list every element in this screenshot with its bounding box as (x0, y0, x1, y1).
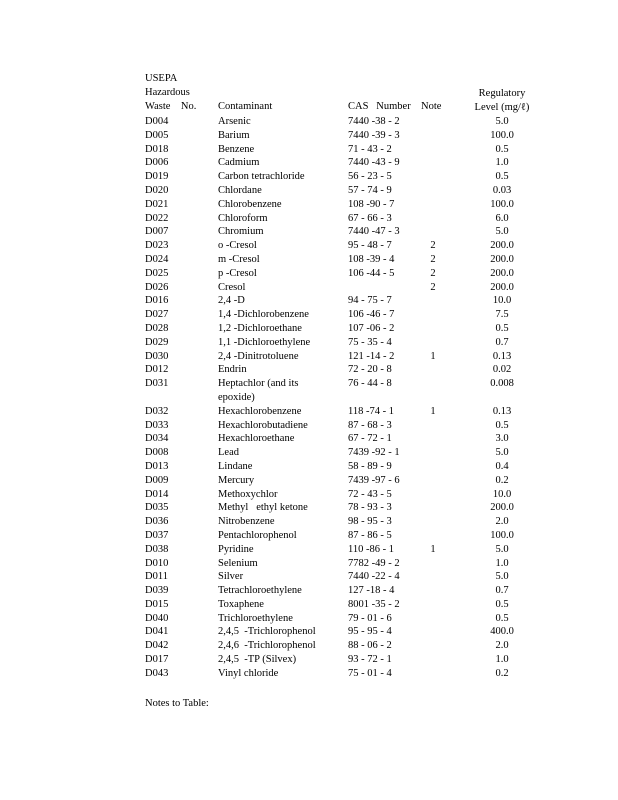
table-row (0, 515, 618, 529)
contaminant-table (0, 115, 618, 681)
regulatory-level-cell: 200.0 (490, 240, 514, 252)
waste-number-cell: D008 (145, 447, 169, 459)
cas-number-cell: 95 - 95 - 4 (348, 626, 392, 638)
waste-number-cell: D038 (145, 543, 169, 555)
table-row (0, 156, 618, 170)
regulatory-level-cell: 0.7 (495, 336, 509, 348)
contaminant-cell: Pentachlorophenol (218, 529, 297, 541)
table-row (0, 267, 618, 281)
table-row (0, 612, 618, 626)
cas-number-cell: 75 - 01 - 4 (348, 667, 392, 679)
regulatory-level-cell: 3.0 (495, 433, 509, 445)
note-cell: 2 (430, 281, 436, 293)
note-cell: 1 (430, 405, 436, 417)
contaminant-cell: Silver (218, 571, 244, 583)
regulatory-level-cell: 400.0 (490, 626, 514, 638)
waste-number-cell: D006 (145, 157, 169, 169)
waste-number-cell: D039 (145, 585, 169, 597)
regulatory-level-cell: 100.0 (490, 129, 514, 141)
note-cell: 2 (430, 240, 436, 252)
cas-number-cell: 67 - 66 - 3 (348, 212, 392, 224)
contaminant-cell: Lindane (218, 460, 253, 472)
regulatory-level-cell: 100.0 (490, 529, 514, 541)
table-row (0, 625, 618, 639)
waste-number-cell: D004 (145, 116, 169, 127)
contaminant-cell: Cadmium (218, 157, 260, 169)
header-line-waste-no: Waste No. (145, 101, 197, 112)
table-row (0, 363, 618, 377)
table-row (0, 557, 618, 571)
contaminant-cell: 2,4 -D (218, 295, 245, 307)
contaminant-cell: Mercury (218, 474, 255, 486)
regulatory-level-cell: 6.0 (495, 212, 509, 224)
contaminant-cell: Selenium (218, 557, 258, 569)
waste-number-cell: D011 (145, 571, 168, 583)
cas-number-cell: 7440 -43 - 9 (348, 157, 400, 169)
waste-number-cell: D016 (145, 295, 169, 307)
regulatory-level-cell: 0.03 (492, 184, 512, 196)
regulatory-level-cell: 0.5 (495, 419, 509, 431)
cas-number-cell: 98 - 95 - 3 (348, 516, 392, 528)
waste-number-cell: D031 (145, 378, 169, 390)
table-row (0, 115, 618, 129)
waste-number-cell: D028 (145, 322, 169, 334)
regulatory-level-cell: 200.0 (490, 253, 514, 265)
regulatory-level-cell: 1.0 (495, 557, 509, 569)
notes-heading: Notes to Table: (145, 698, 209, 709)
contaminant-cell: 2,4,6 -Trichlorophenol (218, 640, 316, 652)
contaminant-cell: 2,4,5 -Trichlorophenol (218, 626, 316, 638)
regulatory-level-cell: 0.13 (492, 350, 512, 362)
regulatory-level-cell: 10.0 (492, 295, 512, 307)
table-row (0, 377, 618, 405)
header-line-hazardous: Hazardous (145, 87, 190, 98)
waste-number-cell: D027 (145, 309, 169, 321)
note-cell: 2 (430, 267, 436, 279)
table-row (0, 143, 618, 157)
cas-number-cell: 88 - 06 - 2 (348, 640, 392, 652)
cas-number-cell: 72 - 20 - 8 (348, 364, 392, 376)
regulatory-level-cell: 5.0 (495, 543, 509, 555)
contaminant-cell: Chromium (218, 226, 264, 238)
table-row (0, 598, 618, 612)
table-row (0, 570, 618, 584)
waste-number-cell: D043 (145, 667, 169, 679)
regulatory-level-cell: 1.0 (495, 157, 509, 169)
column-header-cas-number: CAS Number (348, 101, 411, 112)
cas-number-cell: 76 - 44 - 8 (348, 378, 392, 390)
table-row (0, 308, 618, 322)
waste-number-cell: D026 (145, 281, 169, 293)
contaminant-cell: Tetrachloroethylene (218, 585, 302, 597)
waste-number-cell: D041 (145, 626, 169, 638)
regulatory-level-cell: 5.0 (495, 447, 509, 459)
column-header-regulatory-line1: Regulatory (478, 88, 526, 99)
waste-number-cell: D021 (145, 198, 169, 210)
waste-number-cell: D030 (145, 350, 169, 362)
cas-number-cell: 7440 -39 - 3 (348, 129, 400, 141)
cas-number-cell: 110 -86 - 1 (348, 543, 394, 555)
waste-number-cell: D034 (145, 433, 169, 445)
regulatory-level-cell: 5.0 (495, 226, 509, 238)
cas-number-cell: 58 - 89 - 9 (348, 460, 392, 472)
contaminant-cell: Benzene (218, 143, 255, 155)
table-row (0, 322, 618, 336)
contaminant-cell: 2,4,5 -TP (Silvex) (218, 654, 297, 666)
cas-number-cell: 72 - 43 - 5 (348, 488, 392, 500)
cas-number-cell: 108 -39 - 4 (348, 253, 395, 265)
waste-number-cell: D017 (145, 654, 169, 666)
table-row (0, 281, 618, 295)
regulatory-level-cell: 200.0 (490, 281, 514, 293)
table-row (0, 584, 618, 598)
cas-number-cell: 79 - 01 - 6 (348, 612, 392, 624)
contaminant-cell: o -Cresol (218, 240, 257, 252)
waste-number-header (145, 72, 196, 114)
contaminant-cell: Chlordane (218, 184, 262, 196)
regulatory-level-cell: 0.5 (495, 143, 509, 155)
waste-number-cell: D040 (145, 612, 169, 624)
table-row (0, 350, 618, 364)
cas-number-cell: 7440 -38 - 2 (348, 116, 400, 127)
contaminant-cell: Carbon tetrachloride (218, 171, 305, 183)
contaminant-cell: Pyridine (218, 543, 254, 555)
regulatory-level-cell: 2.0 (495, 640, 509, 652)
cas-number-cell: 87 - 86 - 5 (348, 529, 392, 541)
contaminant-cell: Barium (218, 129, 250, 141)
waste-number-cell: D012 (145, 364, 169, 376)
regulatory-level-cell: 5.0 (495, 571, 509, 583)
table-row (0, 653, 618, 667)
waste-number-cell: D025 (145, 267, 169, 279)
regulatory-level-cell: 200.0 (490, 502, 514, 514)
contaminant-cell: Methyl ethyl ketone (218, 502, 308, 514)
cas-number-cell: 121 -14 - 2 (348, 350, 395, 362)
regulatory-level-cell: 0.5 (495, 598, 509, 610)
waste-number-cell: D005 (145, 129, 169, 141)
cas-number-cell: 7782 -49 - 2 (348, 557, 400, 569)
contaminant-cell: 1,1 -Dichloroethylene (218, 336, 311, 348)
cas-number-cell: 71 - 43 - 2 (348, 143, 392, 155)
waste-number-cell: D036 (145, 516, 169, 528)
waste-number-cell: D007 (145, 226, 169, 238)
contaminant-cell: Hexachlorobutadiene (218, 419, 308, 431)
table-row (0, 225, 618, 239)
waste-number-cell: D020 (145, 184, 169, 196)
table-row (0, 294, 618, 308)
note-cell: 2 (430, 253, 436, 265)
cas-number-cell: 8001 -35 - 2 (348, 598, 400, 610)
column-header-regulatory (462, 87, 542, 114)
regulatory-level-cell: 1.0 (495, 654, 509, 666)
regulatory-level-cell: 0.008 (490, 378, 514, 390)
cas-number-cell: 7439 -97 - 6 (348, 474, 400, 486)
table-row (0, 501, 618, 515)
table-row (0, 170, 618, 184)
cas-number-cell: 56 - 23 - 5 (348, 171, 392, 183)
regulatory-level-cell: 0.7 (495, 585, 509, 597)
regulatory-level-cell: 0.4 (495, 460, 509, 472)
contaminant-cell: Hexachlorobenzene (218, 405, 302, 417)
cas-number-cell: 106 -44 - 5 (348, 267, 395, 279)
regulatory-level-cell: 10.0 (492, 488, 512, 500)
waste-number-cell: D019 (145, 171, 169, 183)
cas-number-cell: 93 - 72 - 1 (348, 654, 392, 666)
table-row (0, 474, 618, 488)
waste-number-cell: D024 (145, 253, 169, 265)
cas-number-cell: 118 -74 - 1 (348, 405, 394, 417)
table-row (0, 639, 618, 653)
contaminant-cell: Hexachloroethane (218, 433, 295, 445)
cas-number-cell: 67 - 72 - 1 (348, 433, 392, 445)
waste-number-cell: D022 (145, 212, 169, 224)
regulatory-level-cell: 0.02 (492, 364, 512, 376)
table-row (0, 543, 618, 557)
regulatory-level-cell: 0.2 (495, 474, 509, 486)
contaminant-cell: 1,2 -Dichloroethane (218, 322, 302, 334)
waste-number-cell: D018 (145, 143, 169, 155)
contaminant-cell: Heptachlor (and its epoxide) (218, 378, 302, 403)
table-row (0, 529, 618, 543)
contaminant-cell: Toxaphene (218, 598, 264, 610)
contaminant-cell: m -Cresol (218, 253, 260, 265)
table-row (0, 198, 618, 212)
waste-number-cell: D037 (145, 529, 169, 541)
contaminant-cell: Methoxychlor (218, 488, 278, 500)
waste-number-cell: D014 (145, 488, 169, 500)
regulatory-level-cell: 0.5 (495, 322, 509, 334)
regulatory-level-cell: 2.0 (495, 516, 509, 528)
note-cell: 1 (430, 543, 436, 555)
waste-number-cell: D033 (145, 419, 169, 431)
cas-number-cell: 94 - 75 - 7 (348, 295, 392, 307)
waste-number-cell: D029 (145, 336, 169, 348)
cas-number-cell: 57 - 74 - 9 (348, 184, 392, 196)
regulatory-level-cell: 0.2 (495, 667, 509, 679)
cas-number-cell: 7440 -22 - 4 (348, 571, 400, 583)
table-row (0, 336, 618, 350)
contaminant-cell: Endrin (218, 364, 247, 376)
table-row (0, 460, 618, 474)
contaminant-cell: Cresol (218, 281, 246, 293)
regulatory-level-cell: 100.0 (490, 198, 514, 210)
table-row (0, 253, 618, 267)
table-row (0, 184, 618, 198)
contaminant-cell: 1,4 -Dichlorobenzene (218, 309, 309, 321)
cas-number-cell: 87 - 68 - 3 (348, 419, 392, 431)
cas-number-cell: 95 - 48 - 7 (348, 240, 392, 252)
cas-number-cell: 78 - 93 - 3 (348, 502, 392, 514)
regulatory-level-cell: 0.13 (492, 405, 512, 417)
regulatory-level-cell: 200.0 (490, 267, 514, 279)
waste-number-cell: D023 (145, 240, 169, 252)
column-header-note: Note (421, 101, 442, 112)
table-row (0, 667, 618, 681)
cas-number-cell: 108 -90 - 7 (348, 198, 395, 210)
note-cell: 1 (430, 350, 436, 362)
contaminant-cell: p -Cresol (218, 267, 257, 279)
contaminant-cell: 2,4 -Dinitrotoluene (218, 350, 299, 362)
table-row (0, 239, 618, 253)
waste-number-cell: D013 (145, 460, 169, 472)
cas-number-cell: 75 - 35 - 4 (348, 336, 392, 348)
table-row (0, 212, 618, 226)
contaminant-cell: Arsenic (218, 116, 251, 127)
waste-number-cell: D009 (145, 474, 169, 486)
contaminant-cell: Lead (218, 447, 239, 459)
contaminant-cell: Vinyl chloride (218, 667, 279, 679)
contaminant-cell: Chloroform (218, 212, 268, 224)
contaminant-cell: Nitrobenzene (218, 516, 275, 528)
table-row (0, 129, 618, 143)
waste-number-cell: D015 (145, 598, 169, 610)
table-row (0, 488, 618, 502)
column-header-contaminant: Contaminant (218, 101, 273, 112)
cas-number-cell: 127 -18 - 4 (348, 585, 395, 597)
cas-number-cell: 7439 -92 - 1 (348, 447, 400, 459)
contaminant-cell: Chlorobenzene (218, 198, 282, 210)
table-row (0, 432, 618, 446)
regulatory-level-cell: 0.5 (495, 612, 509, 624)
table-row (0, 446, 618, 460)
waste-number-cell: D010 (145, 557, 169, 569)
waste-number-cell: D032 (145, 405, 169, 417)
column-header-regulatory-line2: Level (mg/ℓ) (474, 101, 530, 113)
regulatory-level-cell: 0.5 (495, 171, 509, 183)
header-line-usepa: USEPA (145, 73, 178, 84)
waste-number-cell: D035 (145, 502, 169, 514)
contaminant-cell: Trichloroethylene (218, 612, 293, 624)
waste-number-cell: D042 (145, 640, 169, 652)
cas-number-cell: 106 -46 - 7 (348, 309, 395, 321)
cas-number-cell: 7440 -47 - 3 (348, 226, 400, 238)
table-row (0, 419, 618, 433)
table-row (0, 405, 618, 419)
regulatory-level-cell: 5.0 (495, 116, 509, 127)
regulatory-level-cell: 7.5 (495, 309, 509, 321)
cas-number-cell: 107 -06 - 2 (348, 322, 395, 334)
